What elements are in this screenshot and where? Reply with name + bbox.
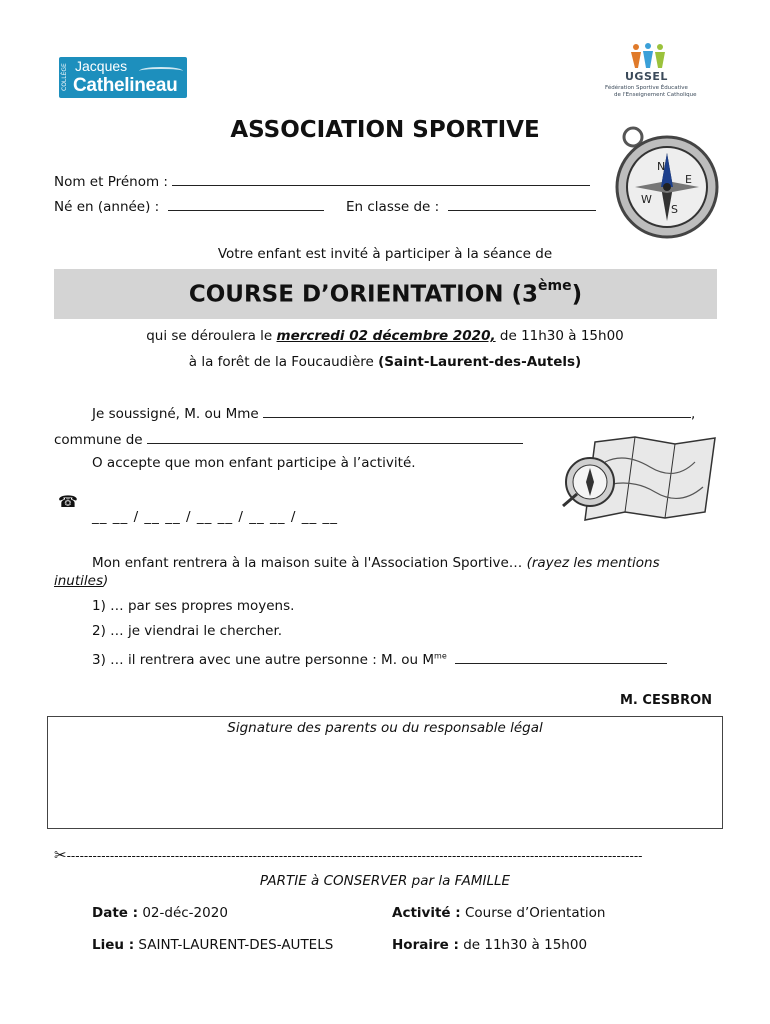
- banner-main: COURSE D’ORIENTATION (3: [188, 281, 539, 308]
- event-place: (Saint-Laurent-des-Autels): [378, 354, 582, 370]
- summary-hours: [392, 937, 587, 953]
- consent-label-1: Je soussigné, M. ou Mme: [92, 406, 259, 422]
- return-intro-line: [92, 555, 660, 571]
- summary-activity: [392, 905, 605, 921]
- consent-line-1: [92, 403, 695, 422]
- phone-icon: ☎: [58, 492, 78, 511]
- cut-dashes: -------------------------------------------------------------------------------------------------------------------------------------: [66, 849, 643, 863]
- logo-side-text: COLLÈGE: [61, 63, 68, 92]
- logo-line-2: Cathelineau: [73, 75, 178, 96]
- signature-label: Signature des parents ou du responsable légal: [227, 720, 543, 736]
- return-note-line: [54, 573, 108, 589]
- ugsel-figures-icon: [628, 42, 668, 70]
- summary-hours-value: de 11h30 à 15h00: [463, 937, 588, 953]
- return-note-a: (rayez les mentions: [526, 555, 660, 571]
- banner-close: ): [571, 281, 583, 308]
- return-option-2[interactable]: 2) … je viendrai le chercher.: [92, 623, 283, 639]
- return-option-3[interactable]: [92, 649, 667, 668]
- class-field[interactable]: [448, 196, 596, 211]
- event-date-line: [0, 328, 770, 344]
- summary-activity-label: Activité :: [392, 905, 461, 921]
- return-note-c: ): [103, 573, 109, 589]
- other-person-field[interactable]: [455, 649, 667, 664]
- keep-section-title: PARTIE à CONSERVER par la FAMILLE: [259, 873, 511, 889]
- name-row: [54, 171, 590, 190]
- svg-text:E: E: [685, 173, 692, 186]
- consent-line-2: [54, 429, 523, 448]
- class-label: En classe de :: [346, 199, 440, 215]
- event-prefix: qui se déroulera le: [146, 328, 273, 344]
- ugsel-subtitle-2: de l'Enseignement Catholique: [614, 92, 697, 98]
- scissors-icon: ✂: [54, 846, 67, 864]
- summary-hours-label: Horaire :: [392, 937, 459, 953]
- return-option-3-label: 3) … il rentrera avec une autre personne : M. ou M: [92, 652, 435, 668]
- ugsel-logo: [600, 42, 710, 102]
- return-option-3-sup: me: [434, 651, 447, 661]
- summary-place-value: SAINT-LAURENT-DES-AUTELS: [138, 937, 334, 953]
- commune-field[interactable]: [147, 429, 523, 444]
- born-row: [54, 196, 324, 215]
- signatory-name: M. CESBRON: [620, 693, 713, 708]
- ugsel-subtitle-1: Fédération Sportive Éducative: [605, 85, 688, 91]
- commune-label: commune de: [54, 432, 143, 448]
- logo-swoosh: [139, 67, 183, 75]
- svg-text:N: N: [657, 160, 666, 173]
- banner-sup: ème: [538, 278, 572, 294]
- consent-accept: O accepte que mon enfant participe à l’activité.: [92, 455, 416, 471]
- summary-date-label: Date :: [92, 905, 139, 921]
- event-time: de 11h30 à 15h00: [499, 328, 624, 344]
- class-row: [346, 196, 596, 215]
- logo-line-1: Jacques: [75, 58, 128, 74]
- summary-date: [92, 905, 228, 921]
- event-banner-title: [54, 278, 717, 308]
- born-field[interactable]: [168, 196, 324, 211]
- college-logo: [59, 57, 187, 98]
- parent-name-field[interactable]: [263, 403, 691, 418]
- event-date: mercredi 02 décembre 2020,: [276, 328, 496, 344]
- ugsel-name: UGSEL: [625, 70, 668, 83]
- return-intro: Mon enfant rentrera à la maison suite à l'Association Sportive…: [92, 555, 523, 571]
- svg-text:W: W: [641, 193, 652, 206]
- event-place-line: [0, 354, 770, 370]
- svg-text:S: S: [671, 203, 678, 216]
- summary-place-label: Lieu :: [92, 937, 135, 953]
- name-label: Nom et Prénom :: [54, 174, 168, 190]
- summary-date-value: 02-déc-2020: [142, 905, 228, 921]
- event-place-prefix: à la forêt de la Foucaudière: [188, 354, 374, 370]
- born-label: Né en (année) :: [54, 199, 160, 215]
- summary-activity-value: Course d’Orientation: [464, 905, 606, 921]
- cut-line: [54, 846, 714, 864]
- name-field[interactable]: [172, 171, 590, 186]
- map-illustration: [555, 432, 720, 527]
- return-option-1[interactable]: 1) … par ses propres moyens.: [92, 598, 295, 614]
- phone-field[interactable]: __ __ / __ __ / __ __ / __ __ / __ __: [92, 509, 338, 525]
- invite-text: Votre enfant est invité à participer à la séance de: [217, 246, 553, 262]
- consent-comma: ,: [691, 406, 696, 422]
- return-note-b: inutiles: [54, 573, 103, 589]
- summary-place: [92, 937, 333, 953]
- page-title: ASSOCIATION SPORTIVE: [230, 117, 540, 143]
